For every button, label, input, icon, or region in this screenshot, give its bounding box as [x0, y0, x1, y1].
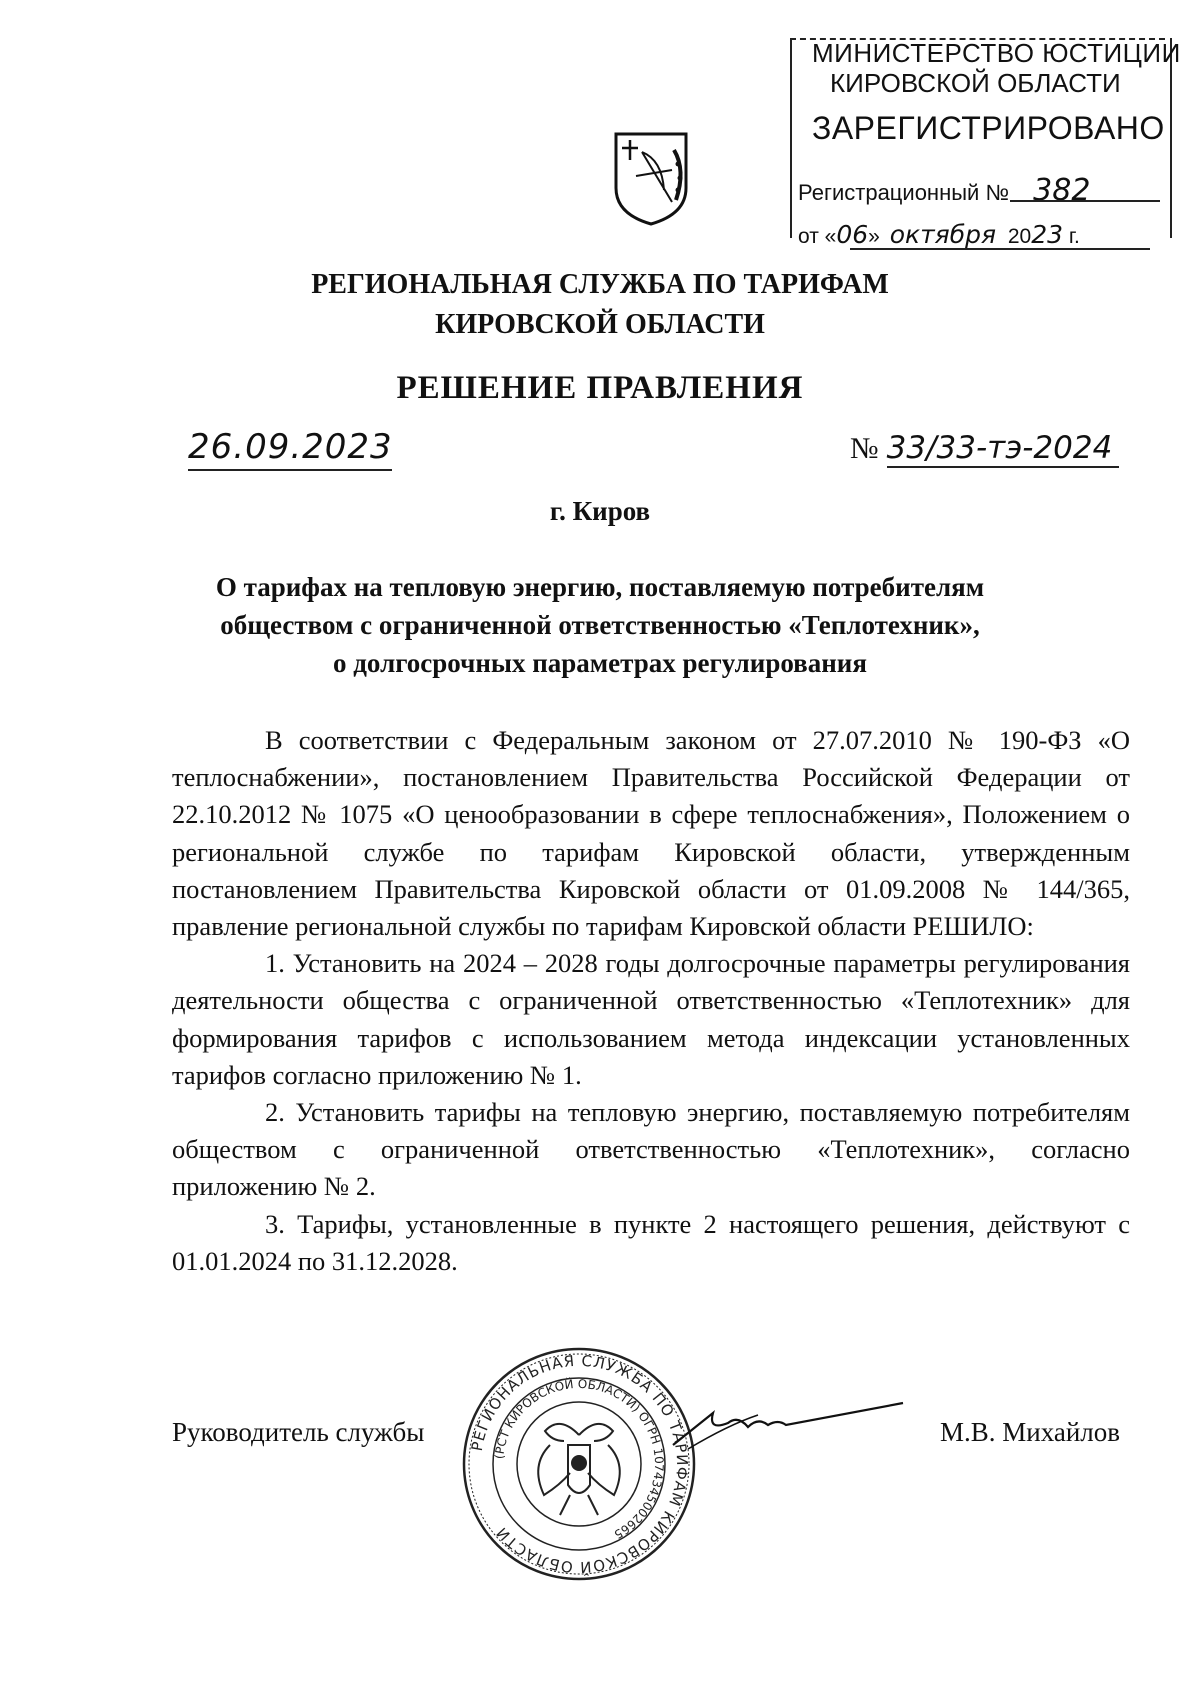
stamp-registered-line: ЗАРЕГИСТРИРОВАНО — [812, 110, 1165, 146]
organization-line-1: РЕГИОНАЛЬНАЯ СЛУЖБА ПО ТАРИФАМ — [311, 269, 889, 300]
stamp-date-underline — [850, 248, 1150, 250]
stamp-reg-number-row — [798, 173, 1090, 208]
stamp-date-row — [798, 220, 1080, 249]
official-seal-icon — [460, 1345, 698, 1583]
stamp-date-end: г. — [1068, 225, 1080, 248]
stamp-date-year-suffix: 23 — [1031, 220, 1064, 249]
decision-number: 33/33-тэ-2024 — [887, 430, 1119, 468]
stamp-date-month: октября — [889, 220, 997, 249]
stamp-reg-label: Регистрационный № — [798, 180, 1010, 205]
stamp-region-line: КИРОВСКОЙ ОБЛАСТИ — [830, 68, 1121, 98]
stamp-date-prefix: от « — [798, 225, 837, 248]
subject-line-2: обществом с ограниченной ответственностью «Теплотехник», — [220, 610, 980, 640]
city: г. Киров — [549, 496, 651, 526]
item-1-paragraph: 1. Установить на 2024 – 2028 годы долгосрочные параметры регулирования деятельности общества с ограниченной ответственностью «Теплотехник» для формирования тарифов с использованием метода индексации установленных тарифов согласно приложению № 1. — [172, 948, 1130, 1090]
stamp-date-day: 06 — [836, 220, 869, 249]
stamp-date-year-prefix: 20 — [1007, 225, 1032, 248]
item-3-paragraph: 3. Тарифы, установленные в пункте 2 настоящего решения, действуют с 01.01.2024 по 31.12.2028. — [172, 1208, 1130, 1276]
stamp-ministry-line: МИНИСТЕРСТВО ЮСТИЦИИ — [812, 38, 1181, 68]
preamble-paragraph: В соответствии с Федеральным законом от 27.07.2010 № 190-ФЗ «О теплоснабжении», постановлением Правительства Российской Федерации от 22.10.2012 № 1075 «О ценообразовании в сфере теплоснабжения», Положением о региональной службе по тарифам Кировской области, утвержденным постановлением Правительства Кировской области от 01.09.2008 № 144/365, правление региональной службы по тарифам Кировской области РЕШИЛО: — [172, 725, 1130, 942]
number-sign: № — [850, 432, 879, 465]
document-title: РЕШЕНИЕ ПРАВЛЕНИЯ — [396, 370, 804, 406]
document-subject — [0, 568, 1200, 682]
seal-outer-text: РЕГИОНАЛЬНАЯ СЛУЖБА ПО ТАРИФАМ КИРОВСКОЙ ОБЛАСТИ — [467, 1351, 692, 1577]
handwritten-signature-icon — [668, 1395, 908, 1455]
signatory-role: Руководитель службы — [172, 1417, 425, 1447]
stamp-reg-underline — [1010, 200, 1160, 202]
subject-line-1: О тарифах на тепловую энергию, поставляемую потребителям — [215, 572, 985, 602]
signatory-name: М.В. Михайлов — [940, 1417, 1121, 1447]
registration-stamp — [790, 38, 1181, 249]
decision-number-row — [850, 430, 1119, 468]
stamp-reg-number: 382 — [1033, 173, 1091, 208]
coat-of-arms-icon — [612, 130, 690, 226]
stamp-date-mid: » — [868, 225, 880, 248]
subject-line-3: о долгосрочных параметрах регулирования — [333, 648, 867, 678]
document-body — [172, 722, 1130, 1280]
item-2-paragraph: 2. Установить тарифы на тепловую энергию, поставляемую потребителям обществом с ограниченной ответственностью «Теплотехник», согласно приложению № 2. — [172, 1097, 1130, 1202]
organization-line-2: КИРОВСКОЙ ОБЛАСТИ — [435, 309, 765, 340]
organization-name — [0, 265, 1200, 345]
stamp-border-left — [790, 38, 792, 238]
decision-date: 26.09.2023 — [188, 425, 392, 471]
seal-inner-text: (РСТ КИРОВСКОЙ ОБЛАСТИ) ОГРН 1074345002665 — [492, 1376, 667, 1542]
